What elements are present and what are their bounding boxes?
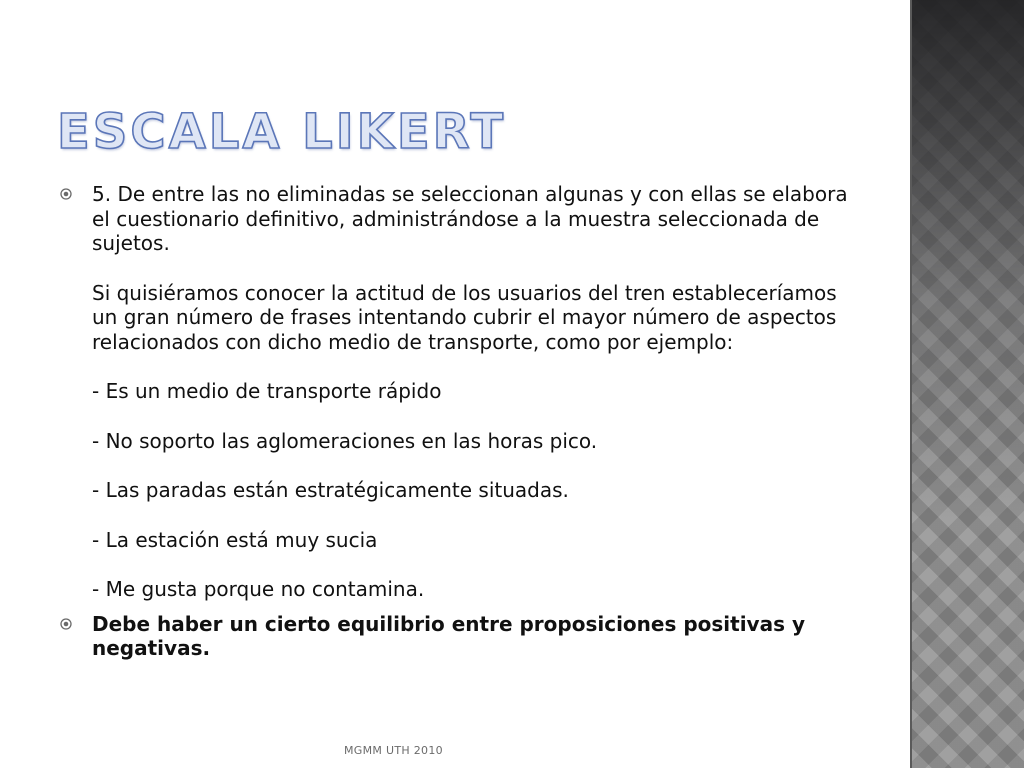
example-item-5: - Me gusta porque no contamina.	[92, 577, 425, 601]
example-item-2: - No soporto las aglomeraciones en las horas pico.	[92, 428, 598, 453]
example-item-1: - Es un medio de transporte rápido	[92, 379, 442, 403]
slide-footer: MGMM UTH 2010	[344, 744, 443, 757]
bullet-item-2	[60, 612, 860, 661]
bullet-2-text: Debe haber un cierto equilibrio entre proposiciones positivas y negativas.	[92, 611, 805, 660]
bullet-item-1	[60, 182, 860, 602]
bullet-1-intro: 5. De entre las no eliminadas se seleccionan algunas y con ellas se elabora el cuestionario definitivo, administrándose a la muestra seleccionada de sujetos.	[92, 182, 848, 255]
slide-title: ESCALA LIKERT	[57, 104, 507, 160]
circled-dot-icon	[60, 188, 72, 200]
circled-dot-icon	[60, 618, 72, 630]
example-item-3: - Las paradas están estratégicamente situadas.	[92, 478, 569, 502]
slide-body	[60, 182, 860, 661]
example-item-4: - La estación está muy sucia	[92, 527, 378, 552]
bullet-1-example-intro: Si quisiéramos conocer la actitud de los usuarios del tren estableceríamos un gran número de frases intentando cubrir el mayor número de aspectos relacionados con dicho medio de transporte, como por ejemplo:	[92, 280, 837, 354]
decorative-side-band	[910, 0, 1024, 768]
